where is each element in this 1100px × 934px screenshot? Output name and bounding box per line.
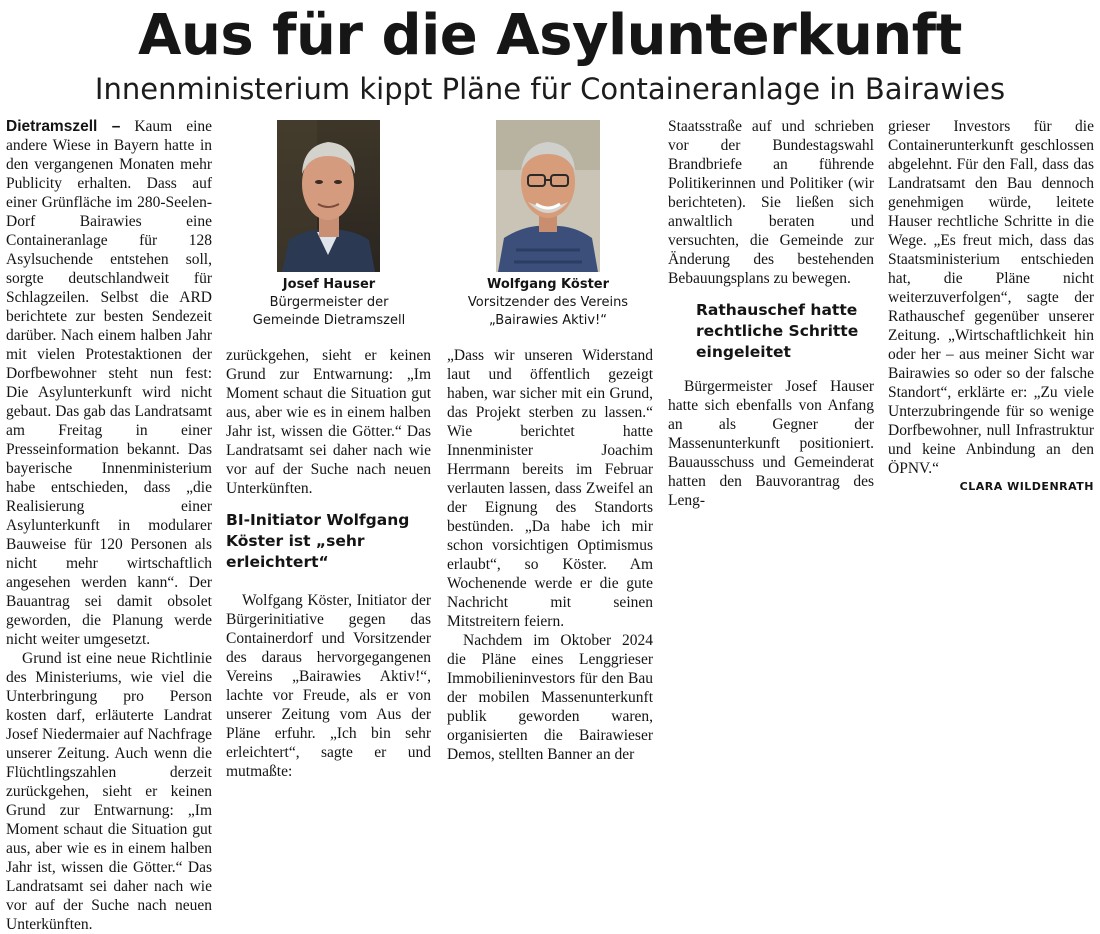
person-title: Bürgermeister der (269, 295, 389, 310)
subheading: BI-Initiator Wolfgang Köster ist „sehr erleichtert“ (226, 511, 410, 571)
subheading: Rathauschef hatte rechtliche Schritte eingeleitet (696, 301, 859, 361)
headline: Aus für die Asylunterkunft (138, 3, 962, 68)
article-column-3 (447, 346, 653, 764)
photo-caption-1 (229, 276, 429, 330)
person-name: Wolfgang Köster (486, 277, 610, 292)
paragraph: Bürgermeister Josef Hauser hatte sich ebenfalls von Anfang an als Gegner der Massenunterkunft positioniert. Bauausschuss und Gemeinderat hatten den Bauvorantrag des Leng- (668, 378, 874, 509)
subheadline: Innenministerium kippt Pläne für Containeranlage in Bairawies (94, 72, 1006, 106)
photo-caption-2 (448, 276, 648, 330)
paragraph-text: Kaum eine andere Wiese in Bayern hatte in den vergangenen Monaten mehr Publicity erhalten. Dass auf einer Grünfläche im 280-Seelen-Dorf Bairawies eine Containeranlage für 128 Asylsuchende entstehen soll, sorgte deutschlandweit für Schlagzeilen. Selbst die ARD berichtete zur besten Sendezeit darüber. Nach einem halben Jahr mit vielen Protestaktionen der Dorfbewohner steht nun fest: Die Asylunterkunft wird nicht gebaut. Das gab das Landratsamt am Freitag in einer Presseinformation bekannt. Das bayerische Innenministerium habe entschieden, dass „die Realisierung einer Asylunterkunft in modularer Bauweise für 120 Personen als nicht mehr wirtschaftlich angesehen werden kann“. Der Bauantrag sei damit obsolet geworden, die Planung werde nicht weiter umgesetzt. (6, 118, 213, 648)
paragraph: Staatsstraße auf und schrieben vor der Bundestagswahl Brandbriefe an führende Politikerinnen und Politiker (wir berichteten). Sie ließen sich anwaltlich beraten und versuchten, die Gemeinde zur Änderung des bestehenden Bebauungsplans zu bewegen. (668, 118, 874, 287)
author-byline: CLARA WILDENRATH (959, 480, 1094, 493)
person-title: „Bairawies Aktiv!“ (489, 313, 607, 328)
photo-josef-hauser (277, 120, 380, 272)
paragraph: „Dass wir unseren Widerstand laut und öffentlich gezeigt haben, war sicher mit ein Grund, das Projekt sterben zu lassen.“ Wie berichtet hatte Innenminister Joachim Herrmann bereits im Februar verlauten lassen, dass Zweifel an der Eignung des Standorts bestünden. „Da habe ich mir schon vorsichtigen Optimismus erlaubt“, so Köster. Am Wochenende werde er die gute Nachricht mit seinen Mitstreitern feiern. (447, 347, 653, 630)
article-column-2 (226, 346, 431, 781)
article-column-4 (668, 117, 874, 510)
paragraph: zurückgehen, sieht er keinen Grund zur Entwarnung: „Im Moment schaut die Situation gut aus, aber wie es in einem halben Jahr ist, wissen die Götter.“ Das Landratsamt sei daher nach wie vor auf der Suche nach neuen Unterkünften. (226, 347, 431, 497)
person-title: Vorsitzender des Vereins (467, 295, 629, 310)
paragraph: Nachdem im Oktober 2024 die Pläne eines Lenggrieser Immobilieninvestors für den Bau der mobilen Massenunterkunft publik geworden waren, organisierten die Bairawieser Demos, stellten Banner an der (447, 632, 653, 763)
paragraph: Wolfgang Köster, Initiator der Bürgerinitiative gegen das Containerdorf und Vorsitzender des daraus hervorgegangenen Vereins „Bairawies Aktiv!“, lachte vor Freude, als er von unserer Zeitung vom Aus der Pläne erfuhr. „Ich bin sehr erleichtert“, sagte er und mutmaßte: (226, 592, 431, 780)
dateline: Dietramszell – (6, 118, 121, 135)
paragraph: Grund ist eine neue Richtlinie des Ministeriums, wie viel die Unterbringung pro Person kosten darf, erläuterte Landrat Josef Niedermaier auf Nachfrage unserer Zeitung. Auch wenn die Flüchtlingszahlen derzeit zurückgehen, sieht er keinen Grund zur Entwarnung: „Im Moment schaut die Situation gut aus, aber wie es in einem halben Jahr ist, wissen die Götter.“ Das Landratsamt sei daher nach wie vor auf der Suche nach neuen Unterkünften. (6, 650, 212, 933)
paragraph (6, 117, 212, 649)
person-name: Josef Hauser (282, 277, 376, 292)
paragraph: grieser Investors für die Containerunterkunft geschlossen abgelehnt. Für den Fall, dass das Landratsamt den Bau dennoch genehmigen würde, leitete Hauser rechtliche Schritte in die Wege. „Es freut mich, dass das Staatsministerium entschieden hat, die Pläne nicht weiterzuverfolgen“, sagte der Rathauschef gegenüber unserer Zeitung. „Wirtschaftlichkeit hin oder her – aus meiner Sicht war Bairawies so oder so der falsche Standort“, erklärte er: „Zu viele Unterzubringende für so wenige Dorfbewohner, null Infrastruktur und keine Anbindung an den ÖPNV.“ (888, 118, 1094, 477)
person-title: Gemeinde Dietramszell (252, 313, 406, 328)
photo-wolfgang-koester (496, 120, 600, 272)
article-column-5 (888, 117, 1094, 495)
article-column-1 (6, 117, 212, 934)
